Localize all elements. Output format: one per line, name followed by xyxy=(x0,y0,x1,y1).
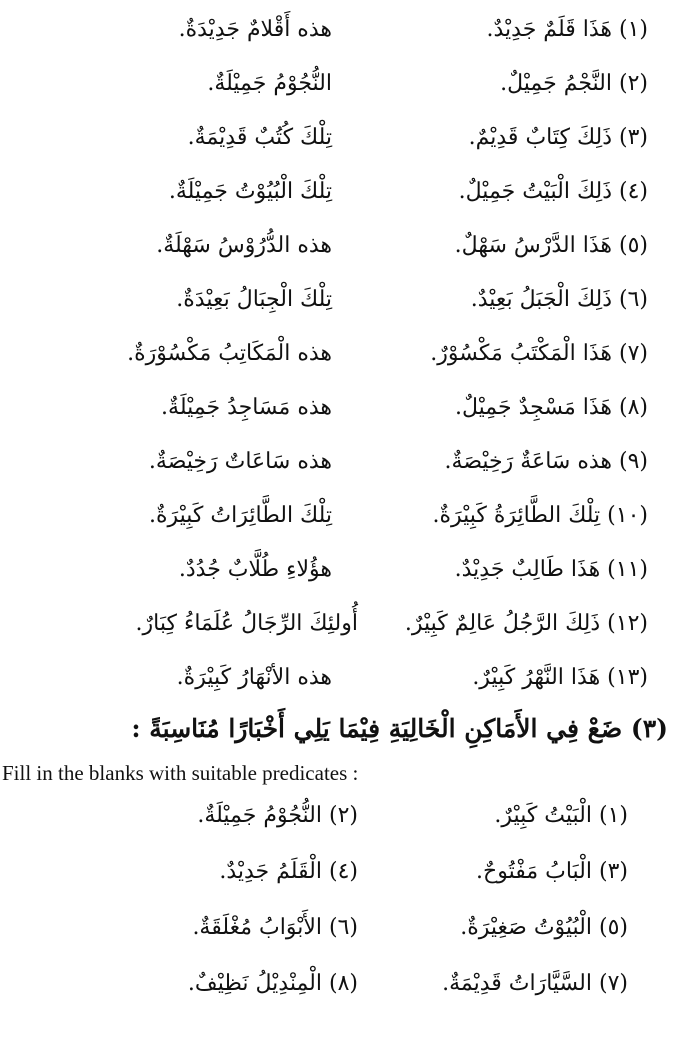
plural-sentence: هذه مَسَاجِدُ جَمِيْلَةٌ. xyxy=(161,395,332,420)
plural-sentence: هذه الأنْهَارُ كَبِيْرَةٌ. xyxy=(176,665,332,690)
sentence-pair-row xyxy=(0,224,688,268)
singular-sentence: (٨) هَذَا مَسْجِدٌ جَمِيْلٌ. xyxy=(454,395,648,420)
singular-sentence: (٤) ذَلِكَ الْبَيْتُ جَمِيْلٌ. xyxy=(458,179,648,204)
singular-sentence: (٩) هذه سَاعَةٌ رَخِيْصَةٌ. xyxy=(444,449,648,474)
sentence-pair-row xyxy=(0,170,688,214)
singular-sentence: (٥) هَذَا الدَّرْسُ سَهْلٌ. xyxy=(454,233,648,258)
sentence-pair-row xyxy=(0,8,688,52)
exercise-row xyxy=(0,850,688,894)
plural-sentence: أُولئِكَ الرِّجَالُ عُلَمَاءُ كِبَارٌ. xyxy=(135,611,358,636)
singular-sentence: (١٠) تِلْكَ الطَّائِرَةُ كَبِيْرَةٌ. xyxy=(432,503,648,528)
exercise-item: (٨) الْمِنْدِيْلُ نَظِيْفٌ. xyxy=(187,971,358,996)
plural-sentence: تِلْكَ الْجِبَالُ بَعِيْدَةٌ. xyxy=(176,287,332,312)
plural-sentence: النُّجُوْمُ جَمِيْلَةٌ. xyxy=(207,71,332,96)
exercise-item: (٤) الْقَلَمُ جَدِيْدٌ. xyxy=(219,859,358,884)
sentence-pair-row xyxy=(0,602,688,646)
plural-sentence: تِلْكَ كُتُبٌ قَدِيْمَةٌ. xyxy=(187,125,332,150)
singular-sentence: (٦) ذَلِكَ الْجَبَلُ بَعِيْدٌ. xyxy=(470,287,648,312)
exercise-heading: (٣) ضَعْ فِي الأَمَاكِنِ الْخَالِيَةِ فِيْمَا يَلِي أَخْبَارًا مُنَاسِبَةً : xyxy=(131,714,668,743)
singular-sentence: (٢) النَّجْمُ جَمِيْلٌ. xyxy=(500,71,648,96)
singular-sentence: (١٣) هَذَا النَّهْرُ كَبِيْرٌ. xyxy=(472,665,648,690)
sentence-pair-row xyxy=(0,116,688,160)
plural-sentence: تِلْكَ الْبُيُوْتُ جَمِيْلَةٌ. xyxy=(168,179,332,204)
exercise-row xyxy=(0,794,688,838)
exercise-row xyxy=(0,906,688,950)
exercise-item: (٥) الْبُيُوْتُ صَغِيْرَةٌ. xyxy=(460,915,628,940)
singular-sentence: (١٢) ذَلِكَ الرَّجُلُ عَالِمٌ كَبِيْرٌ. xyxy=(404,611,648,636)
plural-sentence: هذه الدُّرُوْسُ سَهْلَةٌ. xyxy=(156,233,332,258)
exercise-item: (٦) الأَبْوَابُ مُغْلَقَةٌ. xyxy=(192,915,358,940)
plural-sentence: هذه أَقْلامٌ جَدِيْدَةٌ. xyxy=(178,17,332,42)
exercise-instruction: Fill in the blanks with suitable predicates : xyxy=(2,761,359,785)
singular-sentence: (١) هَذَا قَلَمٌ جَدِيْدٌ. xyxy=(486,17,648,42)
sentence-pair-row xyxy=(0,332,688,376)
plural-sentence: هذه الْمَكَاتِبُ مَكْسُوْرَةٌ. xyxy=(127,341,332,366)
sentence-pair-row xyxy=(0,62,688,106)
exercise-item: (٧) السَّيَّارَاتُ قَدِيْمَةٌ. xyxy=(442,971,628,996)
plural-sentence: تِلْكَ الطَّائِرَاتُ كَبِيْرَةٌ. xyxy=(149,503,332,528)
sentence-pair-row xyxy=(0,656,688,700)
exercise-item: (١) الْبَيْتُ كَبِيْرٌ. xyxy=(494,803,628,828)
sentence-pair-row xyxy=(0,278,688,322)
sentence-pair-row xyxy=(0,386,688,430)
sentence-pair-row xyxy=(0,440,688,484)
singular-sentence: (٣) ذَلِكَ كِتَابٌ قَدِيْمٌ. xyxy=(468,125,648,150)
plural-sentence: هؤُلاءِ طُلَّابٌ جُدُدٌ. xyxy=(178,557,332,582)
singular-sentence: (١١) هَذَا طَالِبٌ جَدِيْدٌ. xyxy=(454,557,648,582)
exercise-item: (٢) النُّجُوْمُ جَمِيْلَةٌ. xyxy=(197,803,358,828)
plural-sentence: هذه سَاعَاتٌ رَخِيْصَةٌ. xyxy=(148,449,332,474)
exercise-row xyxy=(0,962,688,1006)
sentence-pair-row xyxy=(0,548,688,592)
exercise-item: (٣) الْبَابُ مَفْتُوحٌ. xyxy=(476,859,628,884)
sentence-pair-row xyxy=(0,494,688,538)
singular-sentence: (٧) هَذَا الْمَكْتَبُ مَكْسُوْرٌ. xyxy=(430,341,648,366)
